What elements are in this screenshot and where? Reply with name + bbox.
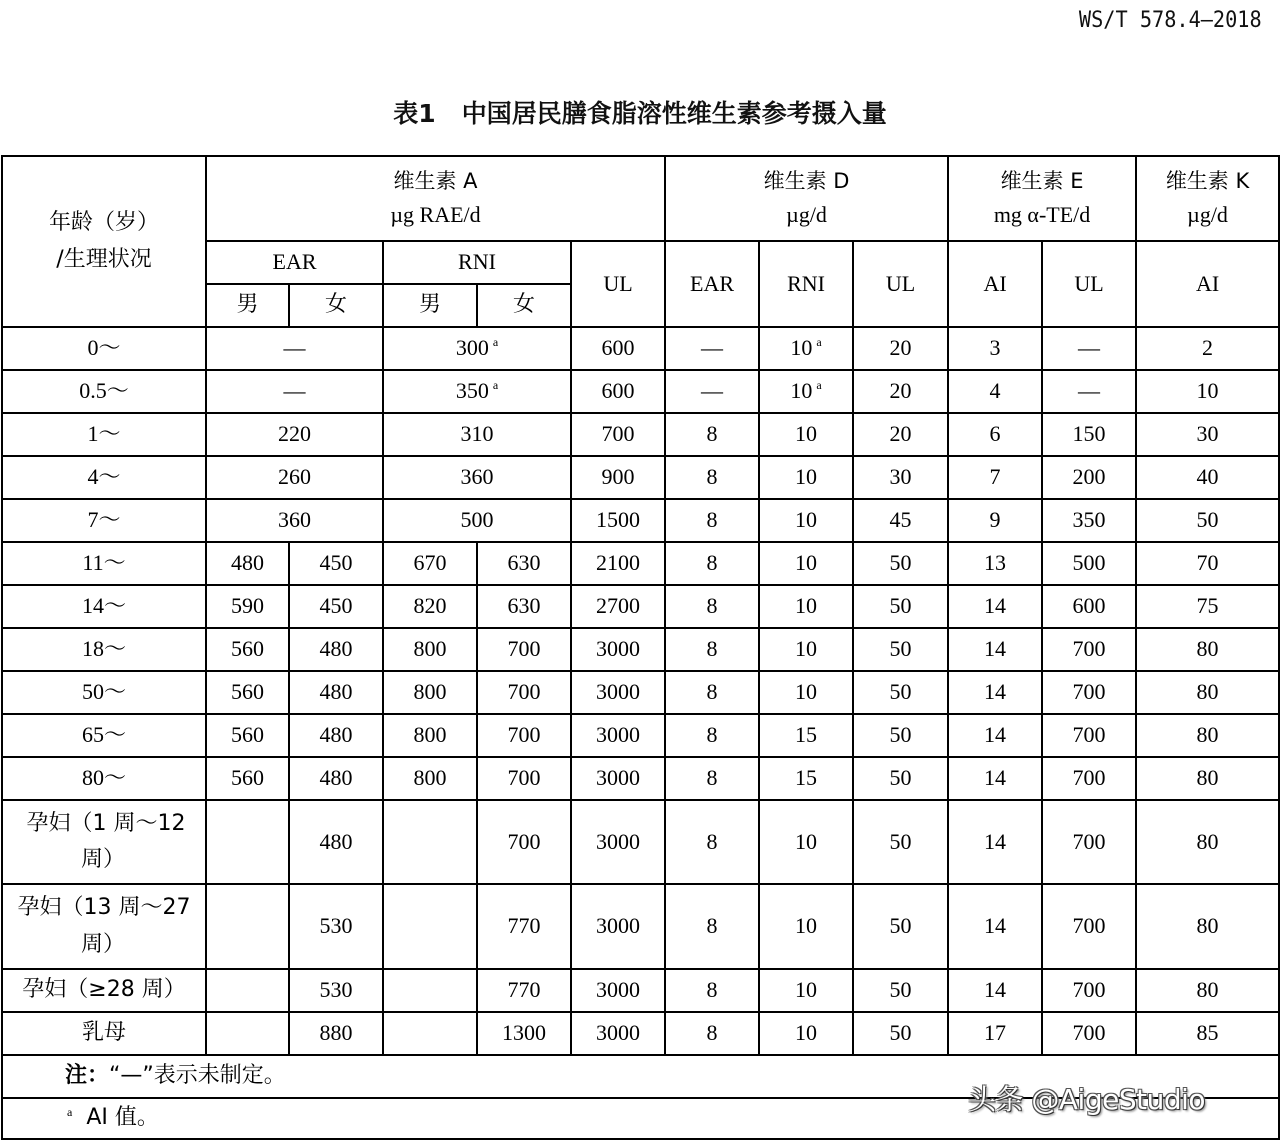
a-ul-cell: 3000 [571,714,665,757]
d-ear-cell: 8 [665,800,759,884]
a-ear-cell: 260 [206,456,383,499]
d-ear-cell: 8 [665,757,759,800]
age-cell: 11～ [2,542,206,585]
a-rni-male-cell: 800 [383,671,477,714]
d-ul-cell: 20 [853,327,948,370]
e-ul-cell: 700 [1042,757,1136,800]
d-rni-value: 10 [790,335,813,361]
age-line1: 孕妇（13 周～27 [17,895,191,921]
table-row [2,969,1279,1012]
d-ul-cell: 50 [853,542,948,585]
age-line2: 周） [81,847,126,872]
a-ear-male-cell [206,969,289,1012]
d-ear-cell: 8 [665,413,759,456]
d-ul-cell: 50 [853,800,948,884]
a-rni-male-cell [383,969,477,1012]
e-ai-cell: 14 [948,585,1042,628]
d-ear-cell: — [665,327,759,370]
vitamin-d-header [665,156,948,241]
a-ear-cell: — [206,370,383,413]
a-rni-female-cell: 700 [477,714,571,757]
age-cell: 50～ [2,671,206,714]
a-ear-female-cell: 480 [289,628,383,671]
a-ear-male-header: 男 [206,284,289,327]
k-ai-cell: 70 [1136,542,1279,585]
table-row [2,800,1279,884]
d-ear-cell: 8 [665,884,759,969]
age-cell: 80～ [2,757,206,800]
a-rni-value: 300 [455,335,489,361]
e-ul-cell: 700 [1042,969,1136,1012]
d-ear-cell: 8 [665,542,759,585]
d-ul-cell: 50 [853,714,948,757]
a-rni-female-cell: 630 [477,585,571,628]
d-rni-cell: 10 [759,1012,853,1055]
a-rni-female-cell: 1300 [477,1012,571,1055]
a-rni-cell [383,370,571,413]
a-rni-female-cell: 630 [477,542,571,585]
d-ul-header: UL [853,241,948,327]
a-ear-male-cell: 480 [206,542,289,585]
a-ear-female-cell: 450 [289,585,383,628]
d-ear-cell: — [665,370,759,413]
age-line2: 周） [81,931,126,957]
a-ul-cell: 2100 [571,542,665,585]
age-cell: 7～ [2,499,206,542]
d-rni-cell: 10 [759,884,853,969]
vitamin-k-name: 维生素 K [1165,168,1250,193]
table-row [2,542,1279,585]
age-cell: 0～ [2,327,206,370]
table-number: 表1 [393,99,436,128]
e-ai-cell: 14 [948,671,1042,714]
d-rni-cell: 10 [759,542,853,585]
k-ai-cell: 80 [1136,714,1279,757]
k-ai-cell: 80 [1136,671,1279,714]
a-ul-header: UL [571,241,665,327]
vitamin-d-name: 维生素 D [763,168,850,193]
age-cell: 65～ [2,714,206,757]
a-ear-cell: — [206,327,383,370]
vitamin-intake-table [1,155,1280,1140]
e-ai-cell: 6 [948,413,1042,456]
e-ul-cell: 150 [1042,413,1136,456]
a-rni-female-header: 女 [477,284,571,327]
d-rni-cell: 15 [759,714,853,757]
d-ear-cell: 8 [665,628,759,671]
age-cell [2,884,206,969]
k-ai-header: AI [1136,241,1279,327]
e-ai-cell: 7 [948,456,1042,499]
table-row [2,1012,1279,1055]
age-cell: 1～ [2,413,206,456]
vitamin-k-unit: µg/d [1187,201,1228,227]
e-ai-cell: 14 [948,628,1042,671]
a-ear-header: EAR [206,241,383,284]
age-header [2,156,206,327]
table-title-text: 中国居民膳食脂溶性维生素参考摄入量 [461,99,887,128]
d-ul-cell: 30 [853,456,948,499]
vitamin-k-header [1136,156,1279,241]
age-cell: 14～ [2,585,206,628]
d-ul-cell: 50 [853,969,948,1012]
table-row [2,370,1279,413]
table-row [2,413,1279,456]
e-ai-header: AI [948,241,1042,327]
standard-code: WS/T 578.4—2018 [1079,8,1262,33]
e-ai-cell: 4 [948,370,1042,413]
e-ai-cell: 14 [948,884,1042,969]
d-rni-cell: 10 [759,413,853,456]
vitamin-d-unit: µg/d [786,201,827,227]
a-rni-male-cell: 820 [383,585,477,628]
a-rni-value: 350 [455,378,489,404]
k-ai-cell: 85 [1136,1012,1279,1055]
vitamin-a-unit: µg RAE/d [390,201,481,227]
e-ul-cell: 700 [1042,671,1136,714]
a-ul-cell: 3000 [571,628,665,671]
e-ul-cell: 700 [1042,714,1136,757]
e-ul-cell: 350 [1042,499,1136,542]
a-ear-male-cell: 560 [206,757,289,800]
d-ear-cell: 8 [665,499,759,542]
a-ul-cell: 3000 [571,1012,665,1055]
e-ul-cell: 600 [1042,585,1136,628]
a-ul-cell: 3000 [571,757,665,800]
d-rni-cell: 10 [759,585,853,628]
table-row [2,757,1279,800]
d-rni-cell: 10 [759,499,853,542]
a-rni-male-cell [383,884,477,969]
e-ul-cell: — [1042,327,1136,370]
a-ear-male-cell [206,1012,289,1055]
a-ear-female-cell: 480 [289,714,383,757]
footnote-mark: a [816,335,822,350]
footnote-mark: a [492,378,499,393]
d-ear-header: EAR [665,241,759,327]
table-row [2,884,1279,969]
d-ul-cell: 20 [853,413,948,456]
a-rni-female-cell: 770 [477,969,571,1012]
k-ai-cell: 80 [1136,628,1279,671]
e-ul-header: UL [1042,241,1136,327]
age-cell: 18～ [2,628,206,671]
a-ul-cell: 600 [571,327,665,370]
d-rni-cell: 10 [759,969,853,1012]
a-ul-cell: 3000 [571,884,665,969]
d-ul-cell: 50 [853,757,948,800]
e-ai-cell: 14 [948,757,1042,800]
a-ear-male-cell [206,800,289,884]
e-ul-cell: 500 [1042,542,1136,585]
d-ul-cell: 50 [853,884,948,969]
a-rni-female-cell: 770 [477,884,571,969]
footnote-mark: a [492,335,499,350]
a-ul-cell: 900 [571,456,665,499]
footnote-text: AI 值。 [86,1105,159,1131]
d-rni-cell [759,327,853,370]
a-rni-cell: 360 [383,456,571,499]
a-ear-male-cell: 590 [206,585,289,628]
a-rni-cell: 310 [383,413,571,456]
header-row-vitamins [2,156,1279,241]
k-ai-cell: 2 [1136,327,1279,370]
a-ear-male-cell [206,884,289,969]
k-ai-cell: 50 [1136,499,1279,542]
a-rni-header: RNI [383,241,571,284]
d-rni-cell: 10 [759,671,853,714]
k-ai-cell: 40 [1136,456,1279,499]
d-rni-cell: 10 [759,456,853,499]
a-ul-cell: 2700 [571,585,665,628]
d-rni-header: RNI [759,241,853,327]
a-ear-female-cell: 530 [289,884,383,969]
d-ear-cell: 8 [665,1012,759,1055]
e-ai-cell: 14 [948,969,1042,1012]
a-ul-cell: 700 [571,413,665,456]
a-ear-female-cell: 880 [289,1012,383,1055]
a-ear-female-cell: 530 [289,969,383,1012]
e-ul-cell: — [1042,370,1136,413]
a-ear-female-header: 女 [289,284,383,327]
a-ear-female-cell: 450 [289,542,383,585]
vitamin-e-name: 维生素 E [1000,168,1084,193]
a-ul-cell: 1500 [571,499,665,542]
e-ul-cell: 700 [1042,884,1136,969]
table-row [2,327,1279,370]
k-ai-cell: 30 [1136,413,1279,456]
vitamin-e-header [948,156,1136,241]
a-ul-cell: 3000 [571,969,665,1012]
k-ai-cell: 80 [1136,800,1279,884]
a-rni-cell: 500 [383,499,571,542]
d-ul-cell: 50 [853,585,948,628]
a-rni-female-cell: 700 [477,628,571,671]
footnote-mark: a [67,1105,73,1120]
vitamin-a-header [206,156,665,241]
a-ul-cell: 3000 [571,800,665,884]
d-ul-cell: 45 [853,499,948,542]
age-header-line2: /生理状况 [56,246,152,272]
age-cell: 乳母 [2,1012,206,1055]
table-row [2,628,1279,671]
age-cell: 4～ [2,456,206,499]
d-ul-cell: 20 [853,370,948,413]
a-ear-male-cell: 560 [206,628,289,671]
d-ul-cell: 50 [853,628,948,671]
k-ai-cell: 80 [1136,969,1279,1012]
e-ai-cell: 13 [948,542,1042,585]
k-ai-cell: 75 [1136,585,1279,628]
e-ai-cell: 3 [948,327,1042,370]
d-rni-value: 10 [790,378,813,404]
table-row [2,585,1279,628]
table-row [2,671,1279,714]
note-label: 注： [65,1063,110,1089]
a-ul-cell: 3000 [571,671,665,714]
e-ai-cell: 17 [948,1012,1042,1055]
d-rni-cell: 15 [759,757,853,800]
e-ai-cell: 9 [948,499,1042,542]
e-ul-cell: 700 [1042,1012,1136,1055]
a-rni-female-cell: 700 [477,757,571,800]
a-ear-female-cell: 480 [289,671,383,714]
table-title [0,94,1280,130]
e-ai-cell: 14 [948,714,1042,757]
a-rni-male-cell: 670 [383,542,477,585]
a-ear-cell: 360 [206,499,383,542]
d-ear-cell: 8 [665,456,759,499]
a-rni-male-cell [383,1012,477,1055]
vitamin-a-name: 维生素 A [393,168,478,193]
age-cell: 孕妇（≥28 周） [2,969,206,1012]
d-ul-cell: 50 [853,1012,948,1055]
age-line1: 孕妇（1 周～12 [26,810,186,836]
a-ear-cell: 220 [206,413,383,456]
a-ear-male-cell: 560 [206,671,289,714]
age-cell: 0.5～ [2,370,206,413]
a-rni-male-header: 男 [383,284,477,327]
a-rni-male-cell [383,800,477,884]
a-rni-cell [383,327,571,370]
a-ear-male-cell: 560 [206,714,289,757]
d-rni-cell: 10 [759,628,853,671]
a-rni-male-cell: 800 [383,628,477,671]
a-rni-male-cell: 800 [383,714,477,757]
a-ul-cell: 600 [571,370,665,413]
k-ai-cell: 80 [1136,757,1279,800]
d-ear-cell: 8 [665,671,759,714]
d-rni-cell: 10 [759,800,853,884]
watermark: 头条 @AigeStudio [968,1083,1206,1116]
vitamin-e-unit: mg α-TE/d [993,201,1091,227]
e-ai-cell: 14 [948,800,1042,884]
d-ear-cell: 8 [665,714,759,757]
e-ul-cell: 700 [1042,800,1136,884]
table-row [2,456,1279,499]
d-ear-cell: 8 [665,585,759,628]
k-ai-cell: 80 [1136,884,1279,969]
a-rni-female-cell: 700 [477,800,571,884]
e-ul-cell: 700 [1042,628,1136,671]
note-text: “—”表示未制定。 [109,1063,286,1089]
age-header-line1: 年龄（岁） [48,209,159,235]
a-rni-male-cell: 800 [383,757,477,800]
footnote-mark: a [816,378,822,393]
d-rni-cell [759,370,853,413]
age-cell [2,800,206,884]
a-rni-female-cell: 700 [477,671,571,714]
k-ai-cell: 10 [1136,370,1279,413]
a-ear-female-cell: 480 [289,757,383,800]
d-ear-cell: 8 [665,969,759,1012]
table-row [2,714,1279,757]
e-ul-cell: 200 [1042,456,1136,499]
a-ear-female-cell: 480 [289,800,383,884]
d-ul-cell: 50 [853,671,948,714]
table-row [2,499,1279,542]
